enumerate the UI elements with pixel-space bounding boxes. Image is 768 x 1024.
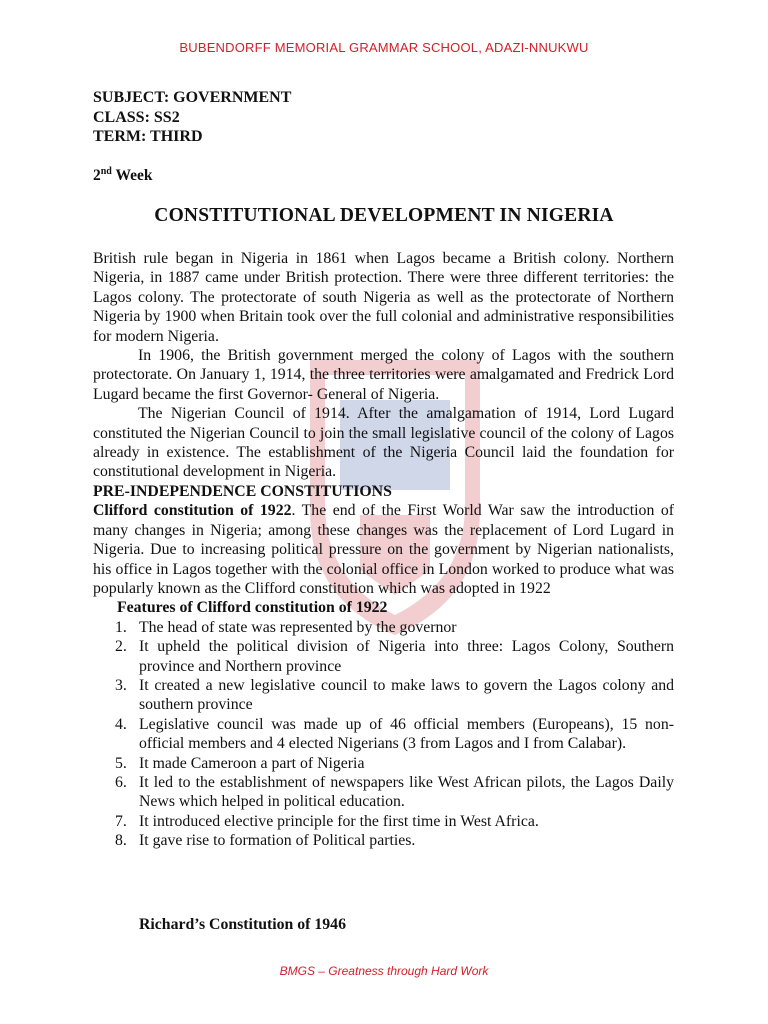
term-line: TERM: THIRD [93, 128, 203, 145]
week-number: 2 [93, 167, 101, 185]
document-meta [93, 88, 291, 147]
page-title: CONSTITUTIONAL DEVELOPMENT IN NIGERIA [154, 205, 614, 226]
clifford-text: . The end of the First World War saw the introduction of many changes in Nigeria; among these changes was the replacement of Lord Lugard in Nigeria. Due to increasing political pressure on the government by Nigerian nationalists, his office in Lagos together with the colonial office in London worked to produce what was popularly known as the Clifford constitution which was adopted in 1922 [93, 502, 674, 597]
list-item: 8. It gave rise to formation of Political parties. [115, 832, 416, 850]
paragraph-nigerian-council: The Nigerian Council of 1914. After the amalgamation of 1914, Lord Lugard constituted the Nigerian Council to join the small legislative council of the colony of Lagos already in existence. The establishment of the Nigeria Council laid the foundation for constitutional development in Nigeria. [93, 405, 674, 481]
subject-line: SUBJECT: GOVERNMENT [93, 89, 292, 106]
week-label [93, 166, 153, 185]
list-item: 7. It introduced elective principle for the first time in West Africa. [115, 812, 539, 830]
document-body [93, 249, 674, 851]
list-item: 2. It upheld the political division of Nigeria into three: Lagos Colony, Southern province and Northern province [115, 638, 674, 675]
list-item: 1. The head of state was represented by the governor [115, 618, 457, 636]
features-list [93, 618, 674, 851]
features-heading: Features of Clifford constitution of 1922 [117, 599, 388, 617]
week-suffix: nd [100, 166, 112, 177]
week-text: Week [111, 167, 153, 185]
school-header: BUBENDORFF MEMORIAL GRAMMAR SCHOOL, ADAZI-NNUKWU [179, 40, 589, 55]
clifford-lead: Clifford constitution of 1922 [93, 502, 292, 520]
list-item: 5. It made Cameroon a part of Nigeria [115, 754, 365, 772]
list-item: 3. It created a new legislative council to make laws to govern the Lagos colony and southern province [115, 676, 674, 714]
intro-paragraph: British rule began in Nigeria in 1861 when Lagos became a British colony. Northern Nigeria, in 1887 came under British protection. There were three different territories: the Lagos colony. The protectorate of south Nigeria as well as the protectorate of Northern Nigeria by 1900 when Britain took over the full colonial and administrative responsibilities for modern Nigeria. [93, 250, 674, 345]
richards-heading: Richard’s Constitution of 1946 [139, 916, 346, 933]
paragraph-1906: In 1906, the British government merged the colony of Lagos with the southern protectorate. On January 1, 1914, the three territories were amalgamated and Fredrick Lord Lugard became the first Governor- General of Nigeria. [93, 347, 674, 403]
list-item: 4. Legislative council was made up of 46 official members (Europeans), 15 non-official members and 4 elected Nigerians (3 from Lagos and I from Calabar). [115, 715, 674, 753]
page-footer: BMGS – Greatness through Hard Work [279, 964, 489, 978]
class-line: CLASS: SS2 [93, 108, 180, 126]
list-item: 6. It led to the establishment of newspapers like West African pilots, the Lagos Daily News which helped in political education. [115, 773, 674, 811]
section-heading: PRE-INDEPENDENCE CONSTITUTIONS [93, 482, 392, 500]
clifford-paragraph [93, 501, 674, 598]
